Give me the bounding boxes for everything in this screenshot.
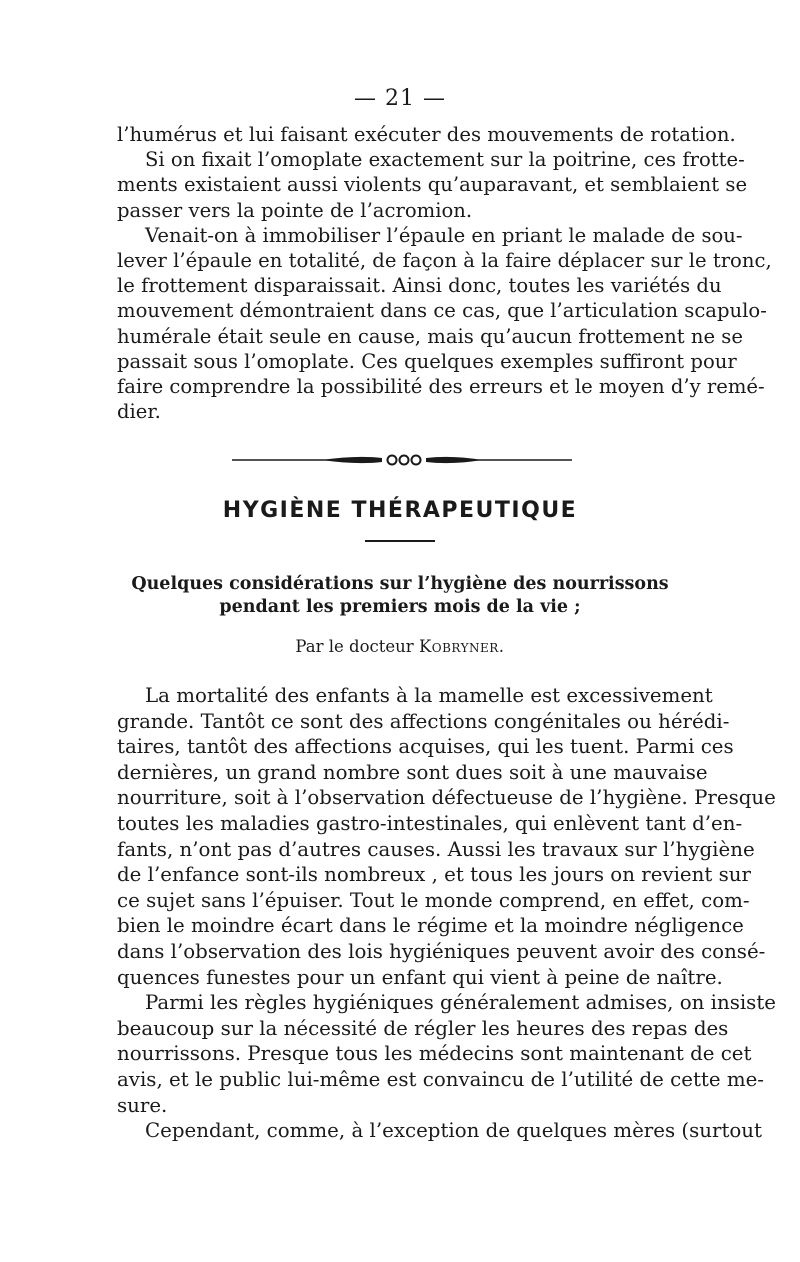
text-line: toutes les maladies gastro-intestinales, qui enlèvent tant d’en-	[117, 811, 743, 835]
text-line: de l’enfance sont-ils nombreux , et tous les jours on revient sur	[117, 863, 751, 887]
byline	[0, 637, 800, 656]
text-line: fants, n’ont pas d’autres causes. Aussi les travaux sur l’hygiène	[117, 837, 755, 861]
text-line: passer vers la pointe de l’acromion.	[117, 198, 473, 222]
text-line: La mortalité des enfants à la mamelle est excessivement	[145, 684, 713, 707]
byline-author: Kobryner.	[418, 637, 505, 656]
text-line: grande. Tantôt ce sont des affections congénitales ou hérédi-	[117, 709, 730, 733]
text-line: Parmi les règles hygiéniques généralement admises, on insiste	[145, 991, 776, 1015]
text-line: bien le moindre écart dans le régime et la moindre négligence	[117, 914, 744, 938]
text-line: le frottement disparaissait. Ainsi donc, toutes les variétés du	[117, 274, 722, 298]
article-title	[0, 573, 800, 619]
text-line: ce sujet sans l’épuiser. Tout le monde comprend, en effet, com-	[117, 888, 750, 912]
text-line: Venait-on à immobiliser l’épaule en priant le malade de sou-	[145, 223, 743, 247]
text-line: avis, et le public lui-même est convaincu de l’utilité de cette me-	[117, 1067, 764, 1091]
text-line: lever l’épaule en totalité, de façon à la faire déplacer sur le tronc,	[117, 249, 772, 273]
text-line: mouvement démontraient dans ce cas, que l’articulation scapulo-	[117, 299, 767, 323]
text-line: Si on fixait l’omoplate exactement sur la poitrine, ces frotte-	[145, 148, 745, 172]
text-line: humérale était seule en cause, mais qu’aucun frottement ne se	[117, 324, 743, 348]
text-line: ments existaient aussi violents qu’auparavant, et semblaient se	[117, 173, 748, 197]
text-line: taires, tantôt des affections acquises, qui les tuent. Parmi ces	[117, 735, 734, 759]
text-line: sure.	[117, 1093, 168, 1117]
text-line: passait sous l’omoplate. Ces quelques exemples suffiront pour	[117, 349, 737, 373]
page-number: — 21 —	[354, 86, 446, 111]
section-title: HYGIÈNE THÉRAPEUTIQUE	[222, 498, 578, 523]
continued-paragraph	[117, 122, 772, 424]
article-title-line: pendant les premiers mois de la vie ;	[219, 597, 581, 617]
article-body	[117, 683, 776, 1144]
text-line: quences funestes pour un enfant qui vient à peine de naître.	[117, 965, 723, 989]
byline-prefix: Par le docteur	[295, 637, 414, 656]
text-line: nourrissons. Presque tous les médecins sont maintenant de cet	[117, 1042, 752, 1066]
text-line: l’humérus et lui faisant exécuter des mouvements de rotation.	[117, 123, 736, 146]
article-title-line: Quelques considérations sur l’hygiène des nourrissons	[131, 574, 669, 594]
text-line: dans l’observation des lois hygiéniques peuvent avoir des consé-	[117, 939, 766, 963]
text-line: beaucoup sur la nécessité de régler les heures des repas des	[117, 1016, 729, 1040]
ornamental-divider	[232, 453, 572, 467]
text-line: dier.	[117, 400, 161, 424]
title-rule	[365, 540, 435, 542]
text-line: Cependant, comme, à l’exception de quelques mères (surtout	[145, 1119, 762, 1143]
text-line: nourriture, soit à l’observation défectueuse de l’hygiène. Presque	[117, 786, 776, 810]
text-line: faire comprendre la possibilité des erreurs et le moyen d’y remé-	[117, 375, 765, 399]
text-line: dernières, un grand nombre sont dues soit à une mauvaise	[117, 760, 708, 784]
